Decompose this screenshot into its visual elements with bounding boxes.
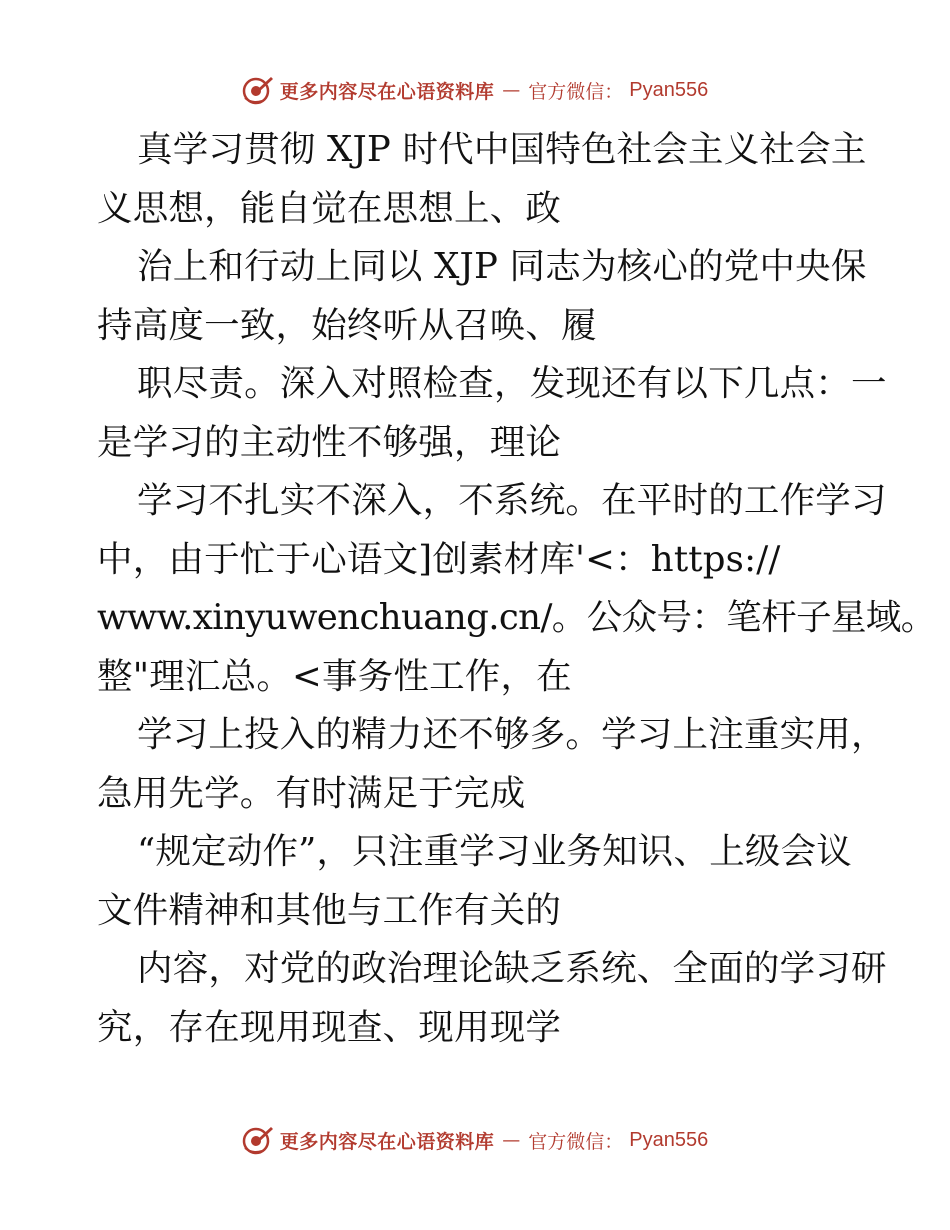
body-line: 文件精神和其他与工作有关的 xyxy=(97,889,562,931)
body-line: 学习上投入的精力还不够多。学习上注重实用， xyxy=(137,714,887,755)
body-line: 整"理汇总。<事务性工作，在 xyxy=(97,655,572,697)
body-line: 究，存在现用现查、现用现学 xyxy=(97,1006,562,1048)
footer-dash: — xyxy=(502,1129,521,1151)
body-line: 治上和行动上同以 XJP 同志为核心的党中央保 xyxy=(137,246,867,287)
pen-logo-icon xyxy=(242,74,274,106)
header-banner xyxy=(0,70,950,110)
body-line: 内容，对党的政治理论缺乏系统、全面的学习研 xyxy=(137,948,887,989)
footer-banner xyxy=(0,1120,950,1160)
body-line: 真学习贯彻 XJP 时代中国特色社会主义社会主 xyxy=(137,129,867,170)
body-line: 职尽责。深入对照检查，发现还有以下几点：一 xyxy=(137,363,887,404)
body-line: “规定动作”，只注重学习业务知识、上级会议 xyxy=(137,831,852,872)
header-label: 官方微信： xyxy=(528,80,624,103)
header-brand: 更多内容尽在心语资料库 xyxy=(279,80,495,103)
footer-handle: Pyan556 xyxy=(629,1128,709,1151)
body-line: 义思想，能自觉在思想上、政 xyxy=(97,187,562,229)
body-line: 是学习的主动性不够强，理论 xyxy=(97,421,562,463)
body-line: 急用先学。有时满足于完成 xyxy=(97,772,526,814)
header-handle: Pyan556 xyxy=(629,78,709,101)
header-dash: — xyxy=(502,79,521,101)
body-line: www.xinyuwenchuang.cn/。公众号：笔杆子星域。 xyxy=(97,597,936,638)
document-body xyxy=(97,121,936,1057)
body-line: 中，由于忙于心语文]创素材库'<：https:// xyxy=(97,538,781,580)
pen-logo-icon xyxy=(242,1124,274,1156)
footer-brand: 更多内容尽在心语资料库 xyxy=(279,1130,495,1153)
body-line: 持高度一致，始终听从召唤、履 xyxy=(97,304,597,346)
footer-label: 官方微信： xyxy=(528,1130,624,1153)
body-line: 学习不扎实不深入，不系统。在平时的工作学习 xyxy=(137,480,887,521)
